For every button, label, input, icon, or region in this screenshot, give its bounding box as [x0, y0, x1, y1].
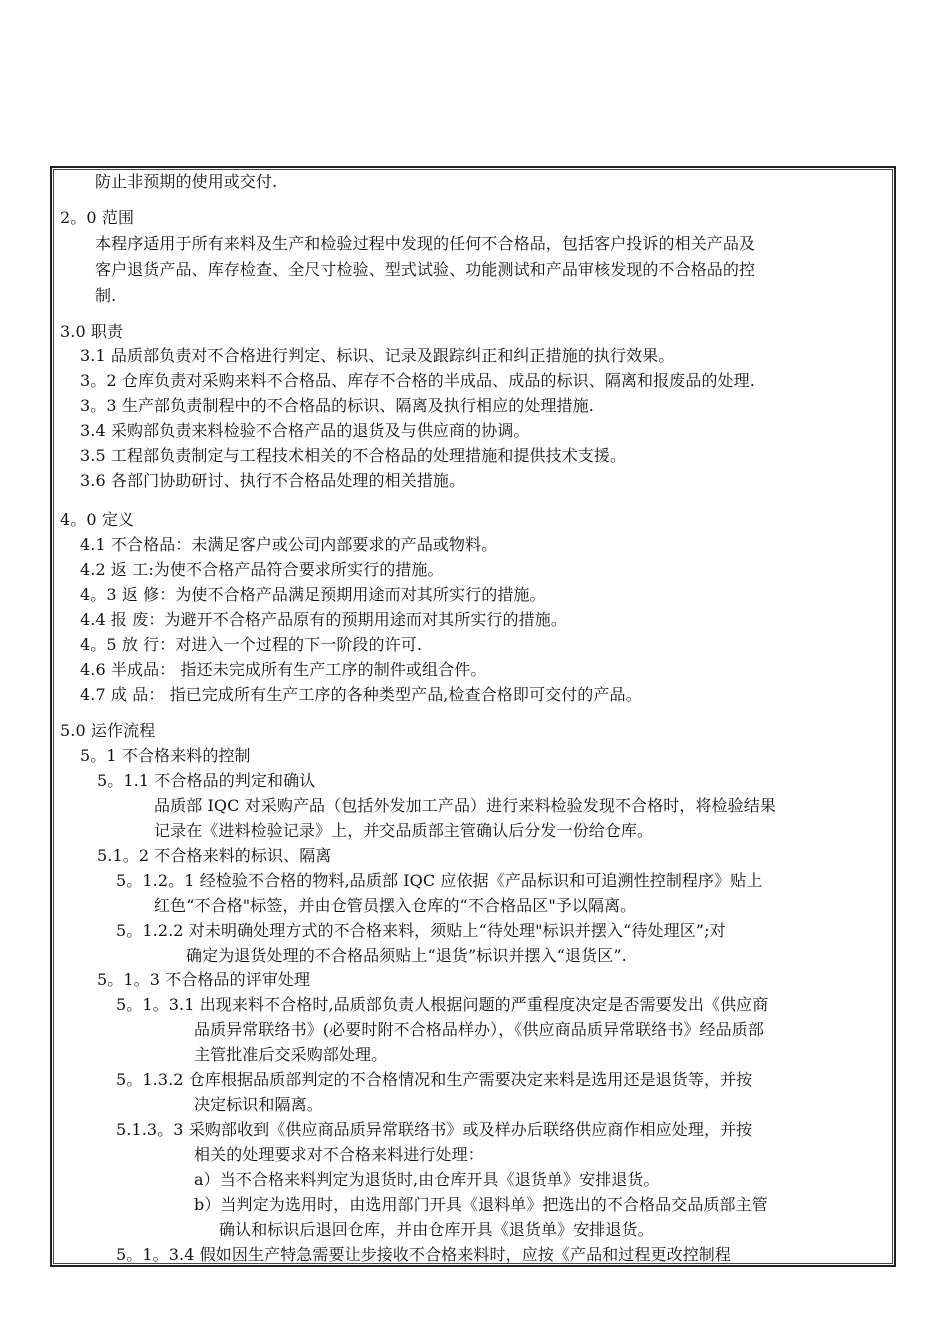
text-line-5-1-3-3-a: 5.1.3。3 采购部收到《供应商品质异常联络书》或及样办后联络供应商作相应处理，并按: [116, 1120, 753, 1139]
responsibility-item-3-5: 3.5 工程部负责制定与工程技术相关的不合格品的处理措施和提供技术支援。: [80, 446, 627, 465]
text-line-scope-2: 客户退货产品、库存检查、全尺寸检验、型式试验、功能测试和产品审核发现的不合格品的控: [95, 260, 756, 279]
text-line-1: 防止非预期的使用或交付.: [95, 172, 278, 191]
text-line-5-1-3-1-a: 5。1。3.1 出现来料不合格时,品质部负责人根据问题的严重程度决定是否需要发出《供应商: [116, 995, 769, 1014]
definition-item-4-3: 4。3 返 修：为使不合格产品满足预期用途而对其所实行的措施。: [80, 585, 546, 604]
responsibility-item-3-4: 3.4 采购部负责来料检验不合格产品的退货及与供应商的协调。: [80, 421, 530, 440]
section-heading-process: 5.0 运作流程: [60, 721, 156, 740]
section-heading-responsibility: 3.0 职责: [60, 322, 124, 341]
text-line-5-1-1-a: 品质部 IQC 对采购产品（包括外发加工产品）进行来料检验发现不合格时，将检验结果: [154, 796, 776, 815]
section-heading-definitions: 4。0 定义: [60, 510, 135, 529]
list-item-b-2: 确认和标识后退回仓库，并由仓库开具《退货单》安排退货。: [219, 1220, 654, 1239]
subsection-5-1-2: 5.1。2 不合格来料的标识、隔离: [97, 846, 332, 865]
responsibility-item-3-2: 3。2 仓库负责对采购来料不合格品、库存不合格的半成品、成品的标识、隔离和报废品的处理.: [80, 371, 755, 390]
definition-item-4-7: 4.7 成 品： 指已完成所有生产工序的各种类型产品,检查合格即可交付的产品。: [80, 685, 642, 704]
text-line-scope-3: 制.: [95, 286, 117, 305]
text-line-5-1-3-1-c: 主管批准后交采购部处理。: [194, 1045, 388, 1064]
definition-item-4-4: 4.4 报 废：为避开不合格产品原有的预期用途而对其所实行的措施。: [80, 610, 567, 629]
text-line-5-1-2-1-b: 红色“不合格"标签，并由仓管员摆入仓库的“不合格品区"予以隔离。: [154, 896, 637, 915]
subsection-5-1-1: 5。1.1 不合格品的判定和确认: [97, 771, 316, 790]
definition-item-4-1: 4.1 不合格品：未满足客户或公司内部要求的产品或物料。: [80, 535, 498, 554]
document-frame: [50, 166, 896, 1267]
definition-item-4-5: 4。5 放 行：对进入一个过程的下一阶段的许可.: [80, 635, 423, 654]
text-line-5-1-3-2-b: 决定标识和隔离。: [194, 1095, 323, 1114]
text-line-5-1-1-b: 记录在《进料检验记录》上，并交品质部主管确认后分发一份给仓库。: [154, 821, 654, 840]
responsibility-item-3-6: 3.6 各部门协助研讨、执行不合格品处理的相关措施。: [80, 471, 466, 490]
text-line-scope-1: 本程序适用于所有来料及生产和检验过程中发现的任何不合格品，包括客户投诉的相关产品及: [95, 234, 756, 253]
definition-item-4-2: 4.2 返 工:为使不合格产品符合要求所实行的措施。: [80, 560, 444, 579]
list-item-a: a）当不合格来料判定为退货时,由仓库开具《退货单》安排退货。: [194, 1170, 660, 1189]
definition-item-4-6: 4.6 半成品： 指还未完成所有生产工序的制件或组合件。: [80, 660, 487, 679]
responsibility-item-3-1: 3.1 品质部负责对不合格进行判定、标识、记录及跟踪纠正和纠正措施的执行效果。: [80, 346, 675, 365]
subsection-5-1: 5。1 不合格来料的控制: [80, 746, 251, 765]
subsection-5-1-3: 5。1。3 不合格品的评审处理: [97, 970, 311, 989]
text-line-5-1-2-2-a: 5。1.2.2 对未明确处理方式的不合格来料，须贴上“待处理"标识并摆入“待处理区”;对: [116, 921, 726, 940]
text-line-5-1-3-3-b: 相关的处理要求对不合格来料进行处理：: [194, 1145, 484, 1164]
text-line-5-1-2-1-a: 5。1.2。1 经检验不合格的物料,品质部 IQC 应依据《产品标识和可追溯性控制程序》贴上: [116, 871, 763, 890]
responsibility-item-3-3: 3。3 生产部负责制程中的不合格品的标识、隔离及执行相应的处理措施.: [80, 396, 594, 415]
text-line-5-1-3-1-b: 品质异常联络书》(必要时附不合格品样办），《供应商品质异常联络书》经品质部: [194, 1020, 764, 1039]
section-heading-scope: 2。0 范围: [60, 208, 135, 227]
text-line-5-1-3-4: 5。1。3.4 假如因生产特急需要让步接收不合格来料时，应按《产品和过程更改控制程: [116, 1245, 731, 1264]
text-line-5-1-3-2-a: 5。1.3.2 仓库根据品质部判定的不合格情况和生产需要决定来料是选用还是退货等，并按: [116, 1070, 753, 1089]
list-item-b-1: b）当判定为选用时，由选用部门开具《退料单》把选出的不合格品交品质部主管: [194, 1195, 768, 1214]
text-line-5-1-2-2-b: 确定为退货处理的不合格品须贴上“退货”标识并摆入“退货区”.: [186, 946, 627, 965]
